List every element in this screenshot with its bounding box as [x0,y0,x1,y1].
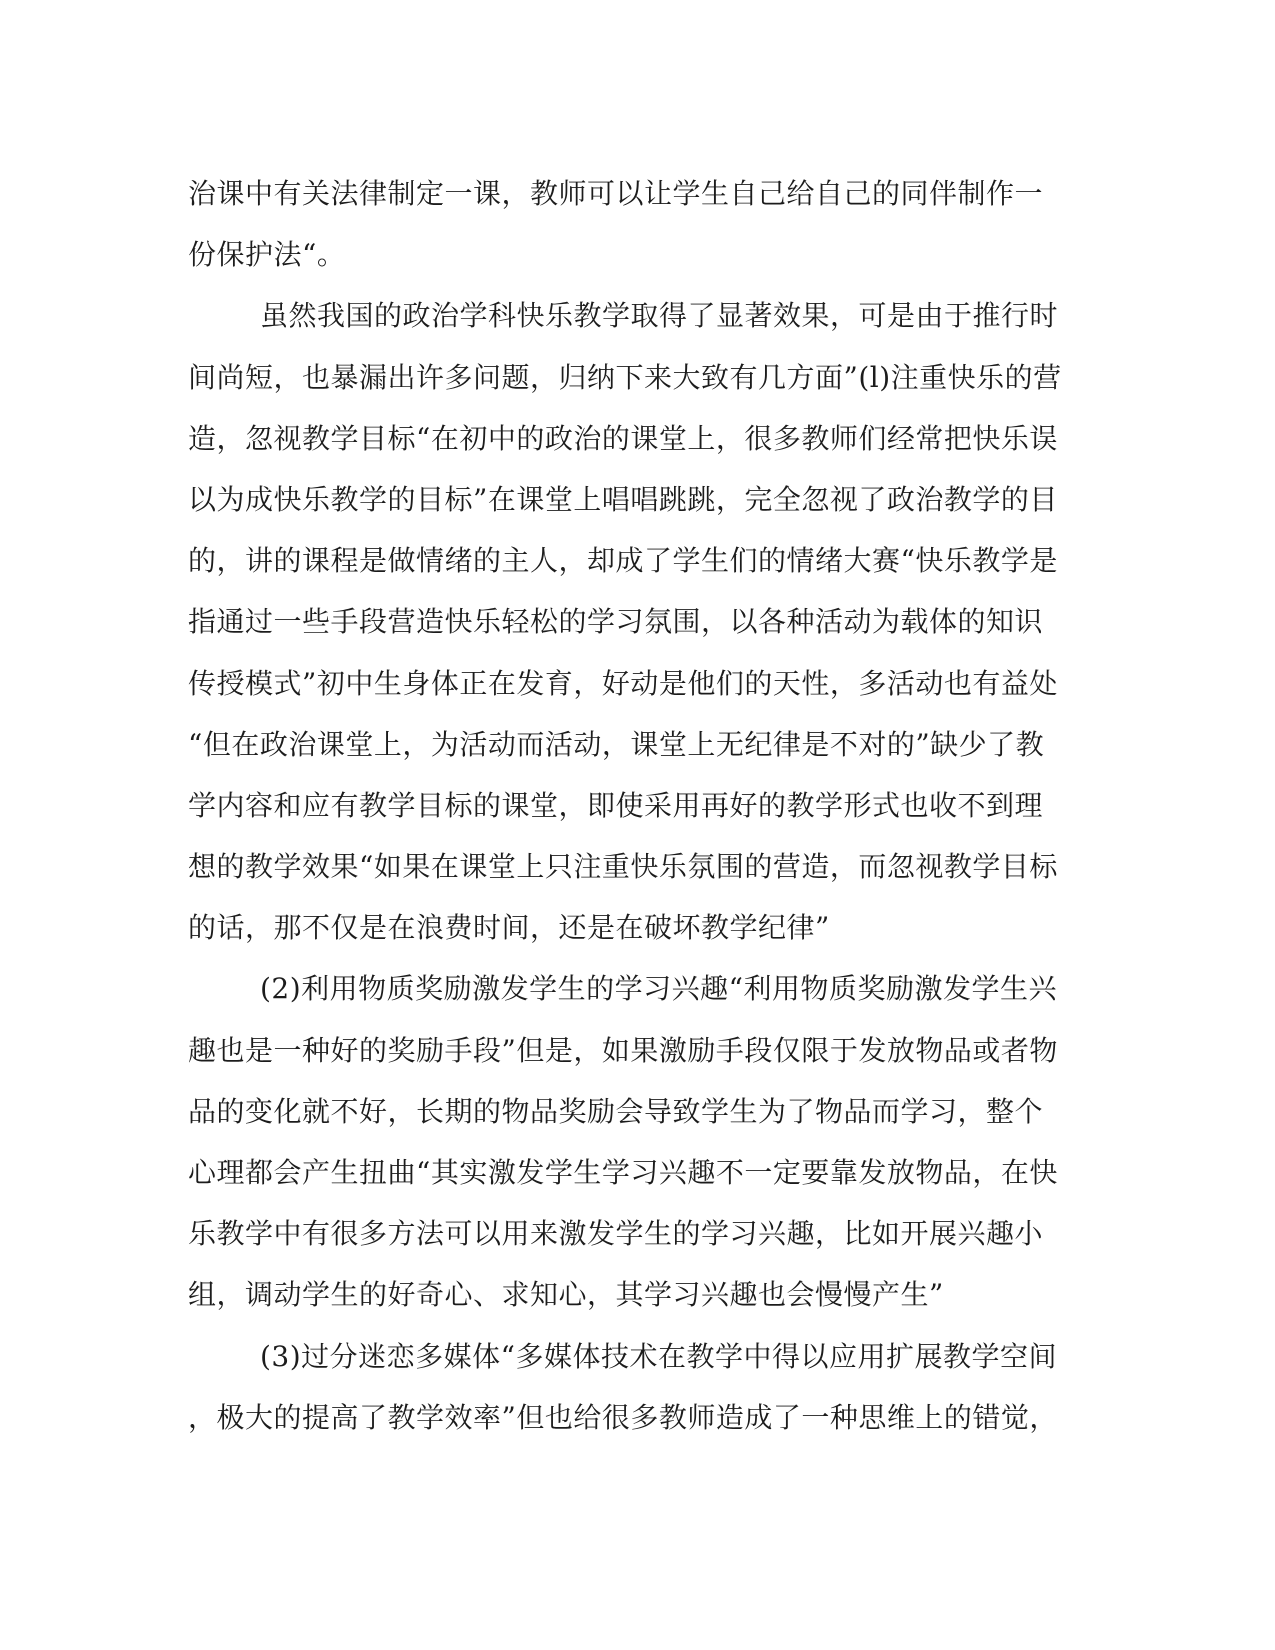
text-line: 乐教学中有很多方法可以用来激发学生的学习兴趣，比如开展兴趣小 [188,1217,1044,1251]
text-line: “但在政治课堂上，为活动而活动，课堂上无纪律是不对的”缺少了教 [188,727,1045,761]
text-line: 指通过一些手段营造快乐轻松的学习氛围，以各种活动为载体的知识 [188,605,1044,639]
text-line: 造，忽视教学目标“在初中的政治的课堂上，很多教师们经常把快乐误 [188,421,1058,455]
text-line: 趣也是一种好的奖励手段”但是，如果激励手段仅限于发放物品或者物 [188,1033,1058,1067]
text-line: 的，讲的课程是做情绪的主人，却成了学生们的情绪大赛“快乐教学是 [188,544,1058,578]
text-line: (3)过分迷恋多媒体“多媒体技术在教学中得以应用扩展教学空间 [260,1339,1057,1373]
text-line: 的话，那不仅是在浪费时间，还是在破坏教学纪律” [188,911,830,945]
text-line: 想的教学效果“如果在课堂上只注重快乐氛围的营造，而忽视教学目标 [188,850,1058,884]
text-line: 份保护法“。 [188,238,346,272]
text-line: 传授模式”初中生身体正在发育，好动是他们的天性，多活动也有益处 [188,666,1058,700]
body-text [188,163,1068,1448]
text-line: 心理都会产生扭曲“其实激发学生学习兴趣不一定要靠发放物品，在快 [188,1156,1058,1189]
text-line: 学内容和应有教学目标的课堂，即使采用再好的教学形式也收不到理 [188,788,1044,822]
text-line: 组，调动学生的好奇心、求知心，其学习兴趣也会慢慢产生” [188,1278,944,1312]
text-line: (2)利用物质奖励激发学生的学习兴趣“利用物质奖励激发学生兴 [260,972,1057,1006]
text-line: 虽然我国的政治学科快乐教学取得了显著效果，可是由于推行时 [260,299,1059,333]
text-line: 品的变化就不好，长期的物品奖励会导致学生为了物品而学习，整个 [188,1094,1044,1128]
text-line: ，极大的提高了教学效率”但也给很多教师造成了一种思维上的错觉， [188,1400,1058,1434]
text-line: 间尚短，也暴漏出许多问题，归纳下来大致有几方面”(l)注重快乐的营 [188,360,1062,394]
text-line: 治课中有关法律制定一课，教师可以让学生自己给自己的同伴制作一 [188,177,1044,210]
text-line: 以为成快乐教学的目标”在课堂上唱唱跳跳，完全忽视了政治教学的目 [188,482,1058,516]
